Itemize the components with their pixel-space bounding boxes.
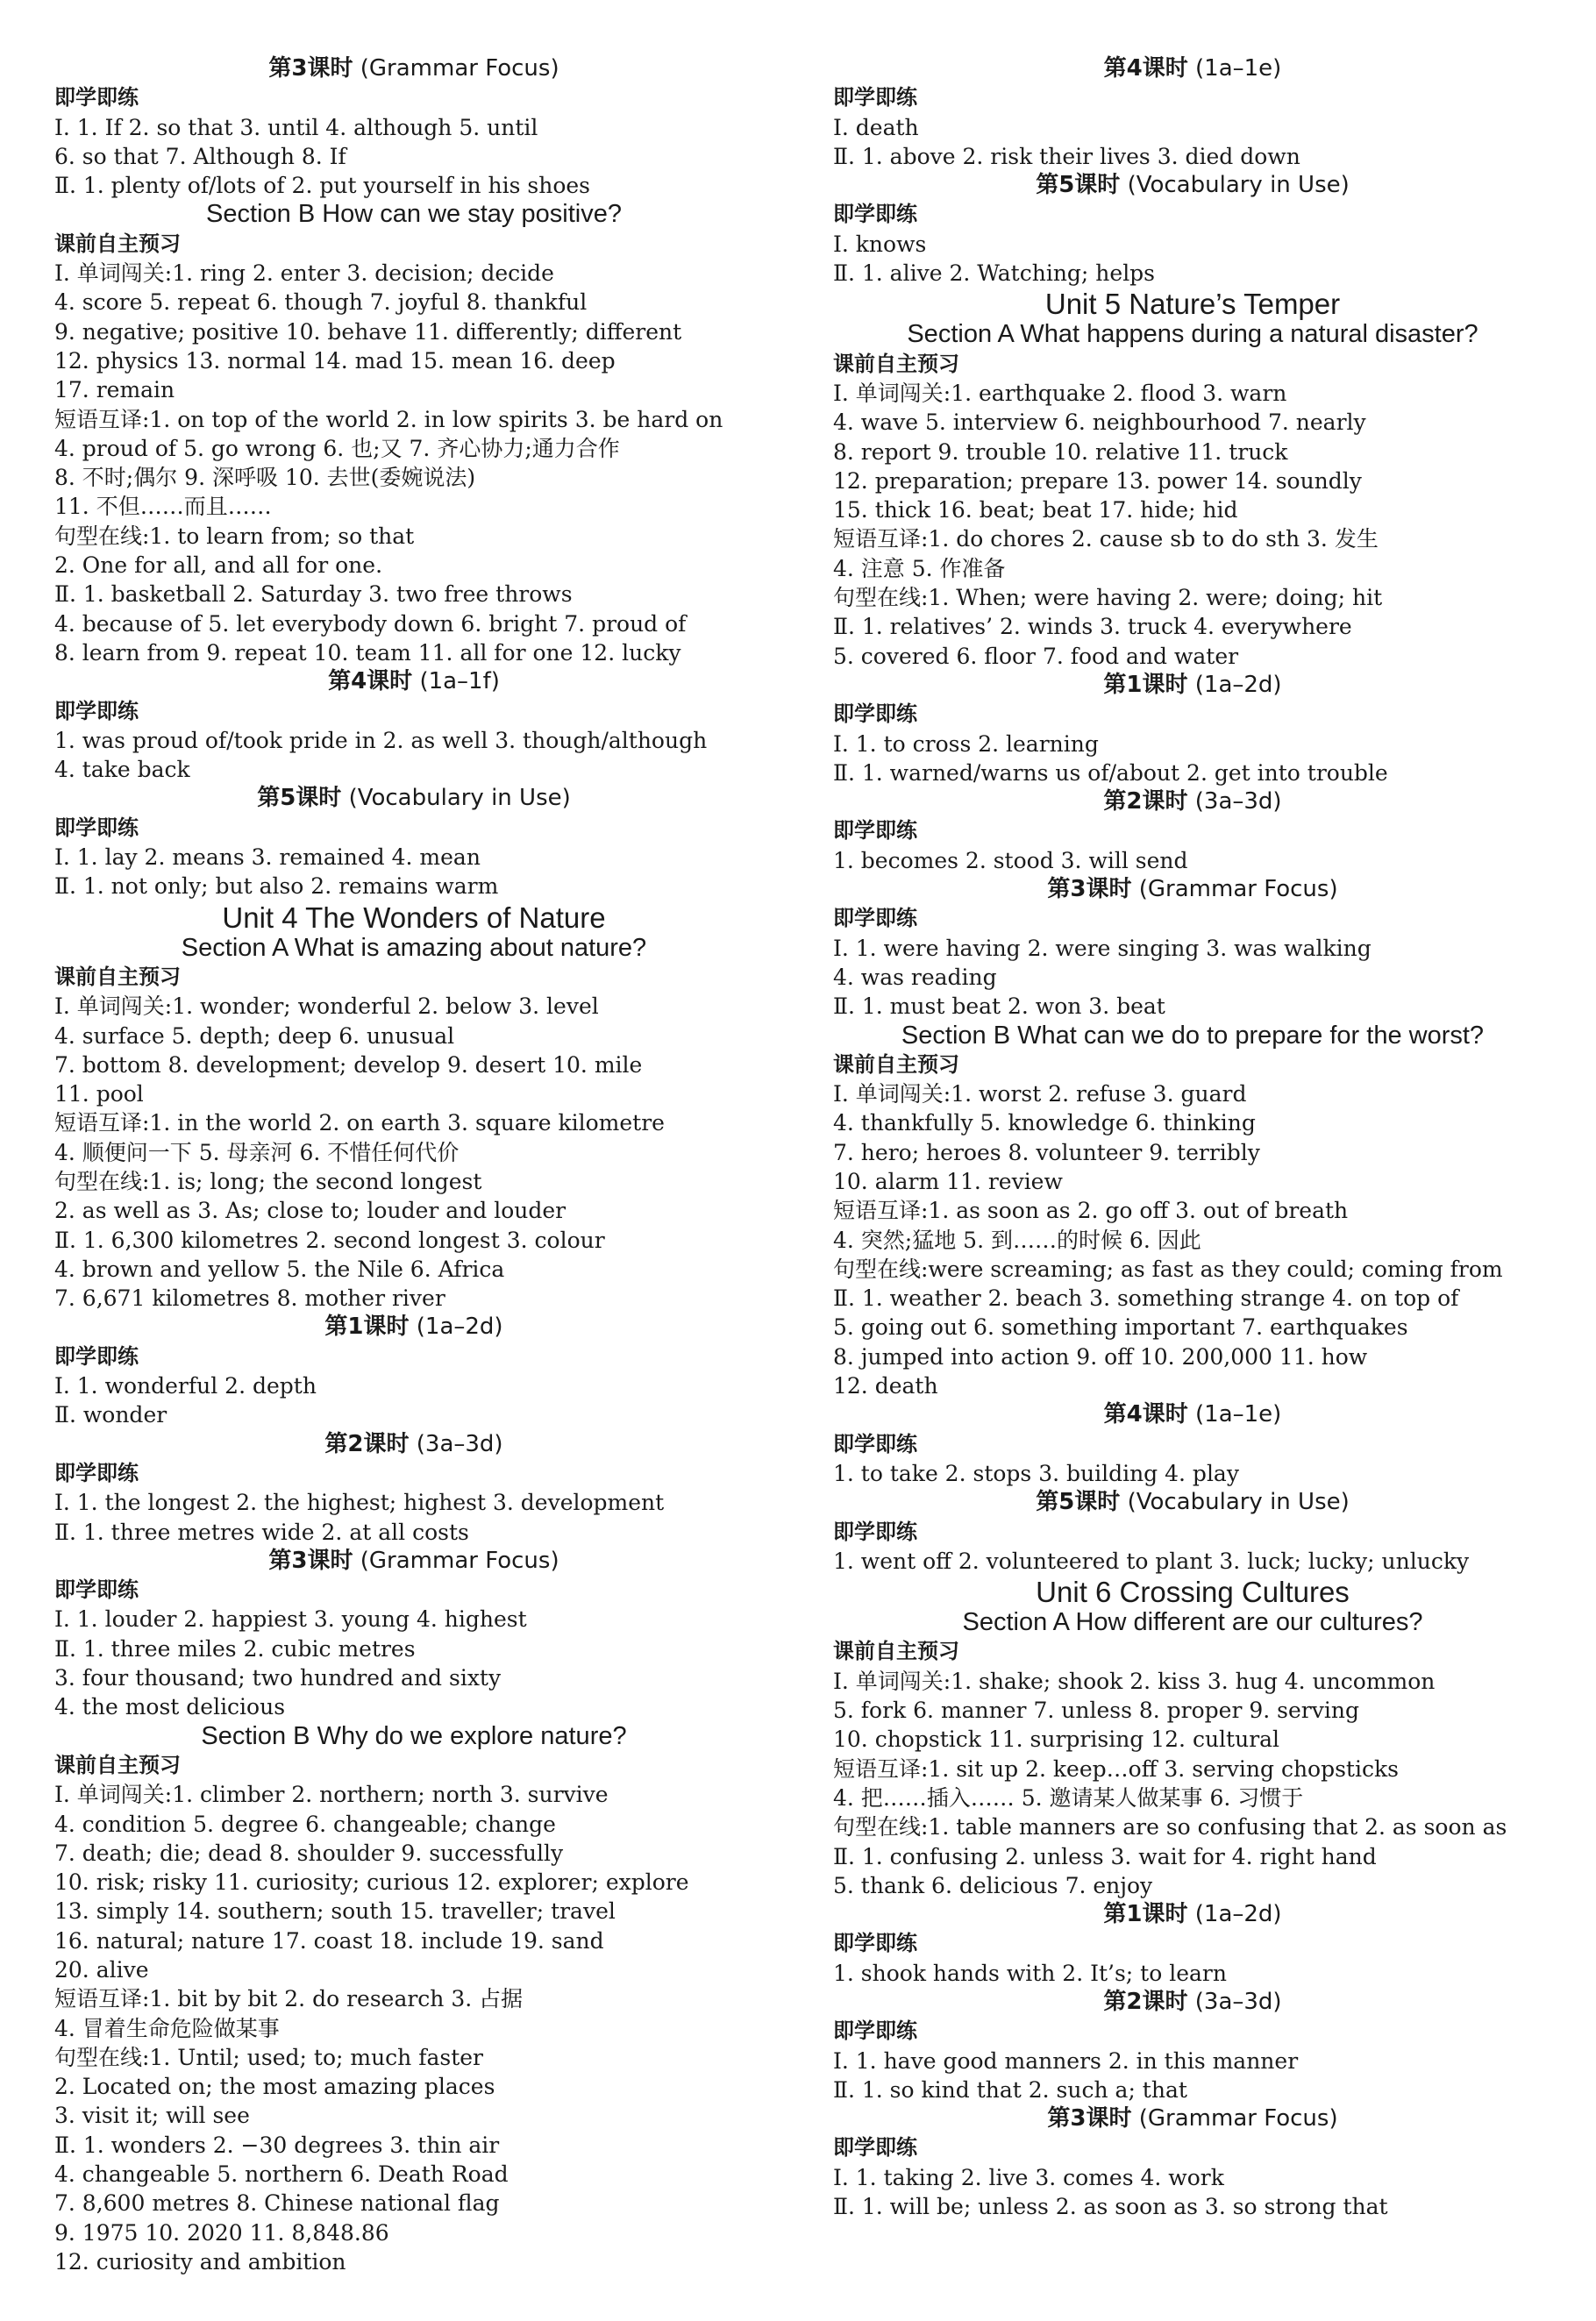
answer-line: Ⅰ. 1. taking 2. live 3. comes 4. work bbox=[833, 2164, 1224, 2190]
answer-line: 4. thankfully 5. knowledge 6. thinking bbox=[833, 1110, 1256, 1136]
answer-line: Ⅰ. death bbox=[833, 114, 919, 140]
lesson-topic: (3a–3d) bbox=[1194, 788, 1282, 815]
answer-line: 句型在线:were screaming; as fast as they could; coming from bbox=[833, 1256, 1503, 1282]
unit-title: Unit 4 The Wonders of Nature bbox=[222, 901, 606, 934]
answer-line: 1. becomes 2. stood 3. will send bbox=[833, 847, 1188, 873]
answer-line: 7. 8,600 metres 8. Chinese national flag bbox=[54, 2190, 500, 2217]
exercise-heading: 即学即练 bbox=[833, 2018, 917, 2044]
answer-line: 4. score 5. repeat 6. though 7. joyful 8. thankful bbox=[54, 289, 588, 316]
exercise-heading: 课前自主预习 bbox=[833, 351, 959, 376]
answer-line: 11. 不但……而且…… bbox=[54, 494, 272, 520]
answer-line: 句型在线:1. to learn from; so that bbox=[54, 523, 415, 549]
lesson-heading bbox=[833, 1488, 1552, 1517]
lesson-heading bbox=[833, 54, 1552, 83]
answer-line: 12. preparation; prepare 13. power 14. soundly bbox=[833, 467, 1362, 494]
exercise-heading: 即学即练 bbox=[833, 818, 917, 844]
lesson-number: 第4课时 bbox=[1103, 55, 1188, 82]
lesson-heading bbox=[54, 1430, 773, 1459]
lesson-heading bbox=[833, 875, 1552, 904]
answer-line: 5. covered 6. floor 7. food and water bbox=[833, 643, 1239, 669]
exercise-heading: 即学即练 bbox=[833, 906, 917, 931]
exercise-heading: 课前自主预习 bbox=[833, 1639, 959, 1664]
answer-line: Ⅱ. 1. above 2. risk their lives 3. died down bbox=[833, 143, 1300, 169]
answer-line: 短语互译:1. on top of the world 2. in low spirits 3. be hard on bbox=[54, 406, 723, 432]
answer-line: 8. 不时;偶尔 9. 深呼吸 10. 去世(委婉说法) bbox=[54, 465, 476, 491]
lesson-heading bbox=[54, 667, 773, 696]
answer-line: Ⅰ. 单词闯关:1. shake; shook 2. kiss 3. hug 4. uncommon bbox=[833, 1668, 1436, 1694]
left-column bbox=[54, 54, 773, 2276]
answer-line: 句型在线:1. table manners are so confusing that 2. as soon as bbox=[833, 1814, 1507, 1840]
lesson-number: 第1课时 bbox=[324, 1314, 410, 1341]
lesson-number: 第3课时 bbox=[268, 55, 353, 82]
answer-line: Ⅱ. 1. weather 2. beach 3. something strange 4. on top of bbox=[833, 1285, 1459, 1312]
answer-line: 5. fork 6. manner 7. unless 8. proper 9. serving bbox=[833, 1698, 1359, 1724]
answer-line: 8. report 9. trouble 10. relative 11. truck bbox=[833, 438, 1288, 465]
answer-line: 4. because of 5. let everybody down 6. bright 7. proud of bbox=[54, 610, 687, 637]
answer-line: 16. natural; nature 17. coast 18. include 19. sand bbox=[54, 1927, 604, 1954]
lesson-heading bbox=[833, 1900, 1552, 1929]
lesson-topic: (1a–2d) bbox=[416, 1314, 503, 1341]
answer-line: Ⅱ. 1. so kind that 2. such a; that bbox=[833, 2076, 1187, 2103]
exercise-heading: 课前自主预习 bbox=[54, 964, 181, 989]
exercise-heading: 即学即练 bbox=[54, 1460, 139, 1485]
answer-line: Ⅰ. 单词闯关:1. worst 2. refuse 3. guard bbox=[833, 1081, 1247, 1107]
lesson-heading bbox=[54, 784, 773, 813]
answer-line: 句型在线:1. When; were having 2. were; doing; hit bbox=[833, 585, 1383, 611]
answer-line: 15. thick 16. beat; beat 17. hide; hid bbox=[833, 497, 1238, 523]
lesson-topic: (Grammar Focus) bbox=[360, 55, 559, 82]
exercise-heading: 课前自主预习 bbox=[833, 1051, 959, 1077]
lesson-number: 第5课时 bbox=[1036, 1489, 1121, 1516]
exercise-heading: 即学即练 bbox=[54, 698, 139, 723]
answer-line: Ⅰ. 1. the longest 2. the highest; highest 3. development bbox=[54, 1490, 665, 1516]
lesson-number: 第5课时 bbox=[257, 785, 342, 812]
answer-line: Ⅰ. 单词闯关:1. ring 2. enter 3. decision; decide bbox=[54, 260, 554, 287]
answer-line: 13. simply 14. southern; south 15. traveller; travel bbox=[54, 1898, 616, 1925]
lesson-number: 第3课时 bbox=[268, 1547, 353, 1574]
lesson-topic: (Vocabulary in Use) bbox=[348, 785, 571, 812]
answer-line: 2. as well as 3. As; close to; louder and louder bbox=[54, 1198, 566, 1224]
answer-line: 1. shook hands with 2. It’s; to learn bbox=[833, 1960, 1227, 1986]
unit-title: Unit 5 Nature’s Temper bbox=[1044, 288, 1341, 321]
exercise-heading: 即学即练 bbox=[833, 1431, 917, 1456]
exercise-heading: 课前自主预习 bbox=[54, 231, 181, 256]
answer-line: 2. One for all, and all for one. bbox=[54, 552, 383, 579]
answer-line: 4. 冒着生命危险做某事 bbox=[54, 2015, 280, 2041]
answer-line: Ⅰ. 1. lay 2. means 3. remained 4. mean bbox=[54, 844, 481, 871]
lesson-topic: (1a–1e) bbox=[1195, 55, 1282, 82]
lesson-topic: (Vocabulary in Use) bbox=[1127, 1489, 1350, 1516]
lesson-topic: (3a–3d) bbox=[416, 1430, 503, 1457]
answer-line: 4. brown and yellow 5. the Nile 6. Africa bbox=[54, 1256, 505, 1282]
exercise-heading: 即学即练 bbox=[833, 202, 917, 227]
section-title: Section A How different are our cultures? bbox=[962, 1608, 1423, 1637]
lesson-number: 第3课时 bbox=[1047, 2105, 1132, 2132]
answer-line: 17. remain bbox=[54, 377, 175, 403]
answer-line: Ⅰ. 1. wonderful 2. depth bbox=[54, 1373, 317, 1399]
lesson-number: 第2课时 bbox=[324, 1430, 410, 1457]
lesson-heading bbox=[833, 787, 1552, 816]
exercise-heading: 即学即练 bbox=[54, 1577, 139, 1603]
answer-line: Ⅱ. 1. plenty of/lots of 2. put yourself in his shoes bbox=[54, 173, 591, 199]
exercise-heading: 课前自主预习 bbox=[54, 1752, 181, 1777]
answer-line: 9. 1975 10. 2020 11. 8,848.86 bbox=[54, 2219, 389, 2246]
answer-line: 5. going out 6. something important 7. earthquakes bbox=[833, 1314, 1408, 1341]
answer-line: 11. pool bbox=[54, 1081, 144, 1107]
answer-line: 4. changeable 5. northern 6. Death Road bbox=[54, 2161, 509, 2188]
answer-line: Ⅰ. 单词闯关:1. wonder; wonderful 2. below 3. level bbox=[54, 993, 599, 1020]
lesson-topic: (Vocabulary in Use) bbox=[1127, 172, 1350, 199]
answer-line: 4. was reading bbox=[833, 964, 997, 990]
answer-line: 4. the most delicious bbox=[54, 1694, 286, 1720]
answer-line: 短语互译:1. bit by bit 2. do research 3. 占据 bbox=[54, 1986, 524, 2012]
answer-line: Ⅱ. 1. basketball 2. Saturday 3. two free throws bbox=[54, 581, 573, 608]
answer-line: 8. jumped into action 9. off 10. 200,000 11. how bbox=[833, 1343, 1368, 1370]
answer-line: 短语互译:1. do chores 2. cause sb to do sth 3. 发生 bbox=[833, 526, 1379, 552]
lesson-topic: (1a–2d) bbox=[1194, 1901, 1282, 1928]
lesson-number: 第2课时 bbox=[1103, 788, 1188, 815]
answer-line: Ⅱ. 1. must beat 2. won 3. beat bbox=[833, 993, 1165, 1020]
exercise-heading: 即学即练 bbox=[54, 1343, 139, 1369]
exercise-heading: 即学即练 bbox=[54, 85, 139, 110]
answer-line: 4. 注意 5. 作准备 bbox=[833, 555, 1006, 581]
lesson-number: 第4课时 bbox=[328, 668, 413, 695]
answer-line: Ⅱ. wonder bbox=[54, 1402, 167, 1428]
answer-line: Ⅰ. 1. to cross 2. learning bbox=[833, 730, 1099, 757]
answer-line: Ⅰ. 1. louder 2. happiest 3. young 4. highest bbox=[54, 1606, 527, 1633]
answer-line: 2. Located on; the most amazing places bbox=[54, 2074, 495, 2100]
section-title: Section B Why do we explore nature? bbox=[201, 1721, 627, 1750]
answer-line: Ⅰ. 单词闯关:1. earthquake 2. flood 3. warn bbox=[833, 380, 1287, 406]
answer-line: 句型在线:1. is; long; the second longest bbox=[54, 1168, 482, 1194]
answer-line: 12. curiosity and ambition bbox=[54, 2248, 346, 2275]
answer-line: Ⅱ. 1. not only; but also 2. remains warm bbox=[54, 873, 499, 900]
exercise-heading: 即学即练 bbox=[833, 1931, 917, 1956]
exercise-heading: 即学即练 bbox=[833, 701, 917, 727]
answer-line: 3. four thousand; two hundred and sixty bbox=[54, 1665, 502, 1691]
answer-line: Ⅰ. 单词闯关:1. climber 2. northern; north 3. survive bbox=[54, 1782, 609, 1808]
answer-line: 4. surface 5. depth; deep 6. unusual bbox=[54, 1022, 455, 1049]
answer-line: Ⅰ. knows bbox=[833, 231, 927, 257]
lesson-topic: (Grammar Focus) bbox=[360, 1547, 559, 1574]
answer-line: 1. to take 2. stops 3. building 4. play bbox=[833, 1460, 1239, 1486]
answer-line: Ⅱ. 1. warned/warns us of/about 2. get into trouble bbox=[833, 759, 1388, 786]
answer-line: Ⅱ. 1. three metres wide 2. at all costs bbox=[54, 1519, 469, 1545]
exercise-heading: 即学即练 bbox=[833, 2135, 917, 2161]
answer-line: 20. alive bbox=[54, 1957, 149, 1983]
answer-line: Ⅰ. 1. have good manners 2. in this manner bbox=[833, 2047, 1299, 2074]
answer-line: 4. take back bbox=[54, 757, 190, 783]
lesson-number: 第5课时 bbox=[1036, 172, 1121, 199]
lesson-heading bbox=[54, 1313, 773, 1342]
lesson-topic: (Grammar Focus) bbox=[1138, 2105, 1338, 2132]
lesson-number: 第4课时 bbox=[1103, 1401, 1188, 1428]
answer-line: 4. wave 5. interview 6. neighbourhood 7. nearly bbox=[833, 409, 1366, 436]
lesson-topic: (3a–3d) bbox=[1194, 1989, 1282, 2015]
exercise-heading: 即学即练 bbox=[54, 815, 139, 840]
answer-line: 7. bottom 8. development; develop 9. desert 10. mile bbox=[54, 1051, 643, 1078]
answer-line: 12. death bbox=[833, 1373, 938, 1399]
lesson-topic: (1a–1e) bbox=[1195, 1401, 1282, 1428]
answer-line: 1. went off 2. volunteered to plant 3. luck; lucky; unlucky bbox=[833, 1548, 1470, 1574]
answer-line: 短语互译:1. as soon as 2. go off 3. out of breath bbox=[833, 1198, 1349, 1224]
lesson-heading bbox=[833, 1988, 1552, 2017]
exercise-heading: 即学即练 bbox=[833, 1519, 917, 1544]
answer-line: 4. 突然;猛地 5. 到……的时候 6. 因此 bbox=[833, 1227, 1201, 1253]
answer-line: Ⅱ. 1. alive 2. Watching; helps bbox=[833, 260, 1156, 287]
answer-line: 6. so that 7. Although 8. If bbox=[54, 143, 346, 169]
answer-line: 短语互译:1. in the world 2. on earth 3. square kilometre bbox=[54, 1110, 665, 1136]
lesson-heading bbox=[833, 671, 1552, 700]
lesson-heading bbox=[833, 171, 1552, 200]
lesson-heading bbox=[833, 1400, 1552, 1429]
answer-line: Ⅱ. 1. confusing 2. unless 3. wait for 4. right hand bbox=[833, 1843, 1377, 1869]
answer-line: 句型在线:1. Until; used; to; much faster bbox=[54, 2044, 484, 2070]
section-title: Section B How can we stay positive? bbox=[206, 200, 622, 229]
answer-line: Ⅱ. 1. relatives’ 2. winds 3. truck 4. everywhere bbox=[833, 614, 1352, 640]
right-column bbox=[833, 54, 1552, 2221]
lesson-number: 第2课时 bbox=[1103, 1989, 1188, 2015]
answer-line: 12. physics 13. normal 14. mad 15. mean 16. deep bbox=[54, 347, 616, 374]
answer-line: 1. was proud of/took pride in 2. as well 3. though/although bbox=[54, 727, 708, 753]
section-title: Section B What can we do to prepare for the worst? bbox=[901, 1021, 1485, 1050]
answer-line: 10. chopstick 11. surprising 12. cultural bbox=[833, 1727, 1280, 1753]
lesson-topic: (1a–1f) bbox=[419, 668, 500, 695]
answer-line: 7. 6,671 kilometres 8. mother river bbox=[54, 1285, 445, 1312]
answer-line: Ⅱ. 1. will be; unless 2. as soon as 3. so strong that bbox=[833, 2194, 1388, 2220]
lesson-heading bbox=[54, 1547, 773, 1576]
answer-line: 9. negative; positive 10. behave 11. differently; different bbox=[54, 318, 682, 345]
section-title: Section A What happens during a natural disaster? bbox=[907, 320, 1478, 349]
answer-line: 7. death; die; dead 8. shoulder 9. successfully bbox=[54, 1840, 564, 1866]
answer-line: 4. 顺便问一下 5. 母亲河 6. 不惜任何代价 bbox=[54, 1139, 460, 1165]
lesson-topic: (Grammar Focus) bbox=[1138, 876, 1338, 903]
lesson-topic: (1a–2d) bbox=[1194, 671, 1282, 698]
answer-line: 10. risk; risky 11. curiosity; curious 12. explorer; explore bbox=[54, 1869, 689, 1896]
answer-line: 短语互译:1. sit up 2. keep…off 3. serving chopsticks bbox=[833, 1755, 1399, 1782]
exercise-heading: 即学即练 bbox=[833, 85, 917, 110]
answer-line: 7. hero; heroes 8. volunteer 9. terribly bbox=[833, 1139, 1260, 1165]
lesson-heading bbox=[54, 54, 773, 83]
lesson-number: 第1课时 bbox=[1103, 671, 1188, 698]
section-title: Section A What is amazing about nature? bbox=[181, 933, 647, 962]
answer-line: Ⅱ. 1. wonders 2. −30 degrees 3. thin air bbox=[54, 2132, 500, 2158]
answer-line: 8. learn from 9. repeat 10. team 11. all for one 12. lucky bbox=[54, 639, 681, 666]
answer-line: Ⅰ. 1. were having 2. were singing 3. was walking bbox=[833, 935, 1372, 961]
answer-line: Ⅰ. 1. If 2. so that 3. until 4. although 5. until bbox=[54, 114, 538, 140]
answer-line: Ⅱ. 1. three miles 2. cubic metres bbox=[54, 1635, 416, 1662]
lesson-number: 第3课时 bbox=[1047, 876, 1132, 903]
answer-line: Ⅱ. 1. 6,300 kilometres 2. second longest 3. colour bbox=[54, 1227, 605, 1253]
lesson-heading bbox=[833, 2104, 1552, 2133]
answer-line: 3. visit it; will see bbox=[54, 2103, 250, 2129]
answer-line: 5. thank 6. delicious 7. enjoy bbox=[833, 1872, 1153, 1898]
answer-line: 4. 把……插入…… 5. 邀请某人做某事 6. 习惯于 bbox=[833, 1784, 1304, 1811]
unit-title: Unit 6 Crossing Cultures bbox=[1036, 1576, 1350, 1609]
answer-line: 10. alarm 11. review bbox=[833, 1168, 1063, 1194]
answer-line: 4. condition 5. degree 6. changeable; change bbox=[54, 1811, 556, 1837]
answer-line: 4. proud of 5. go wrong 6. 也;又 7. 齐心协力;通力合作 bbox=[54, 435, 620, 461]
lesson-number: 第1课时 bbox=[1103, 1901, 1188, 1928]
